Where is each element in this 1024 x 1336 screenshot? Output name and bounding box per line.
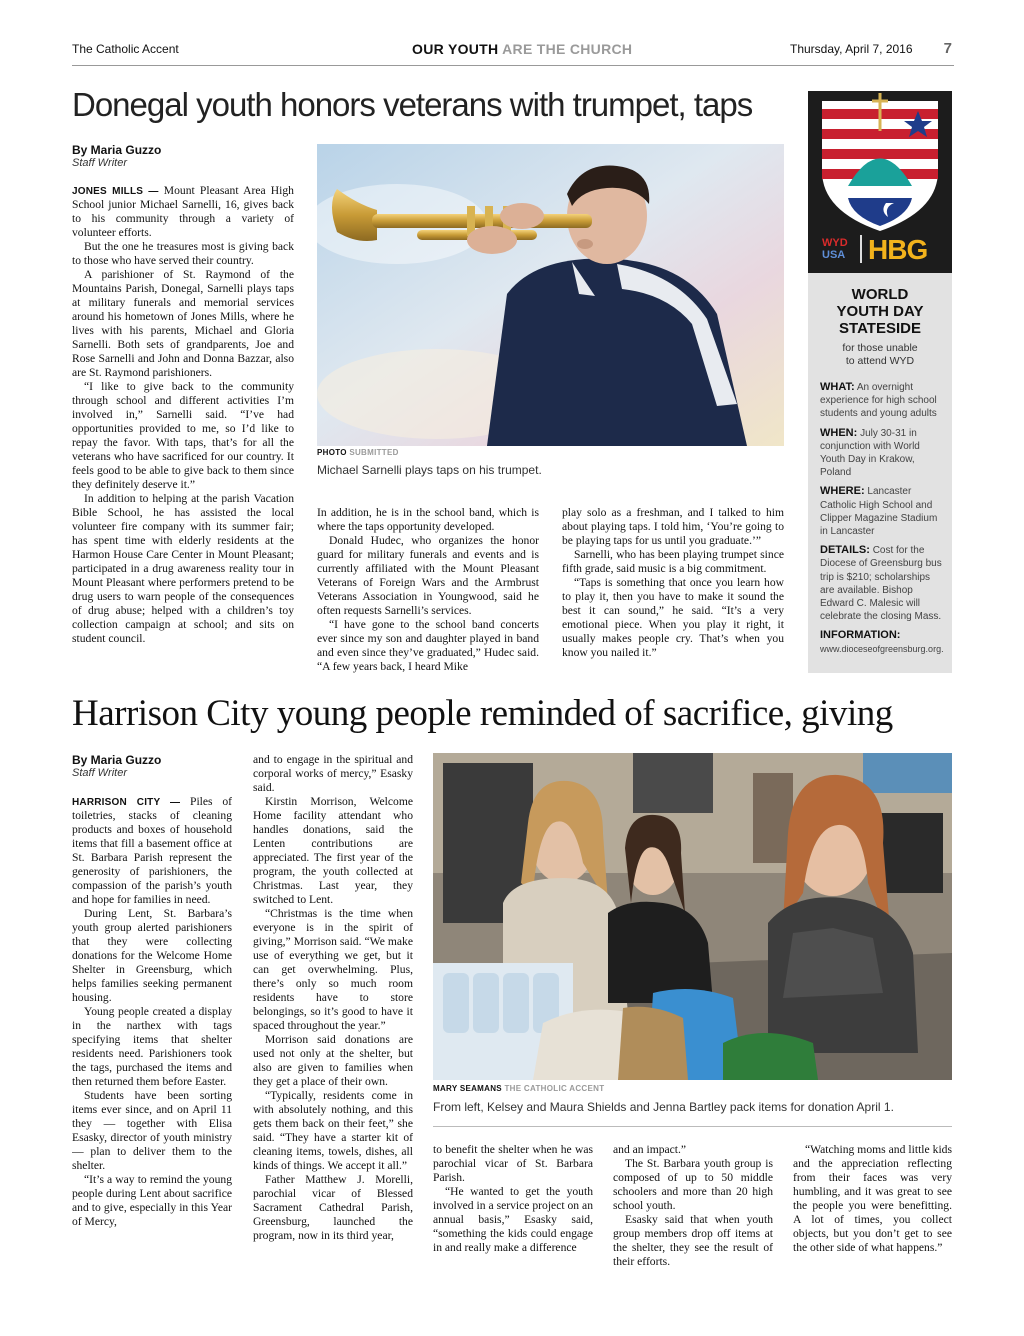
story1-byline: By Maria Guzzo — [72, 143, 162, 157]
article-paragraph: to benefit the shelter when he was parochial vicar of St. Barbara Parish. — [433, 1143, 593, 1184]
sidebar-information — [820, 629, 944, 655]
sidebar-label: WHEN: — [820, 426, 858, 439]
story1-photo-caption: Michael Sarnelli plays taps on his trumpet. — [317, 463, 542, 477]
story2-column-5 — [793, 1143, 952, 1273]
article-paragraph: Kirstin Morrison, Welcome Home facility attendant who handles donations, said the Lenten contributions are appreciated. The first year of the program, the youth collected at Christmas. Last year, they switched to Lent. — [253, 795, 413, 906]
sidebar-what — [820, 381, 944, 421]
publication-name: The Catholic Accent — [72, 42, 179, 56]
article-paragraph: “Typically, residents come in with absolutely nothing, and this gets them back on their feet,” she said. “They have a starter kit of cleaning items, towels, dishes, all kinds of things. We accept it all.” — [253, 1089, 413, 1172]
article-paragraph: “Taps is something that once you learn how to play it, then you have to make it sound the best it can sound,” he said. “It’s a very emotional piece. When you play it right, it usually makes people cry. That’s when you know you nailed it.” — [562, 576, 784, 659]
sidebar-text: Lancaster Catholic High School and Clipper Magazine Stadium in Lancaster — [820, 486, 938, 538]
donation-photo — [433, 753, 952, 1080]
logo-hbg-text: HBG — [868, 234, 928, 265]
donation-photo-image — [433, 753, 952, 1080]
logo-divider — [860, 235, 862, 263]
section-title-grey: ARE THE CHURCH — [502, 41, 633, 57]
article-paragraph: Donald Hudec, who organizes the honor guard for military funerals and events and is currently affiliated with the Mount Pleasant Veterans of Foreign Wars and the Armbrust Veterans Association in Youngwood, said he often requests Sarnelli’s services. — [317, 534, 539, 617]
sidebar-link[interactable]: www.dioceseofgreensburg.org. — [820, 643, 944, 654]
sidebar-when — [820, 427, 944, 480]
sidebar-details — [820, 381, 944, 662]
section-title-bold: OUR YOUTH — [412, 41, 499, 57]
sidebar-subtitle-line: for those unable — [842, 342, 918, 354]
sidebar-title — [808, 286, 952, 337]
sidebar-where — [820, 485, 944, 538]
page-header — [72, 40, 954, 66]
story2-column-4 — [613, 1143, 773, 1273]
story2-column-3 — [433, 1143, 593, 1273]
article-paragraph: Morrison said donations are used not only at the shelter, but also are given to families when they get a place of their own. — [253, 1033, 413, 1088]
story2-photo-credit-bold: MARY SEAMANS — [433, 1084, 502, 1093]
trumpet-photo — [317, 144, 784, 446]
story2-role: Staff Writer — [72, 767, 128, 779]
article-paragraph: “I like to give back to the community through school and different activities I’m involved in,” Sarnelli said. “I’ve had opportunities provided to me, so I’d like to repay the favor. With taps, that’s for all the veterans who have sacrificed for our country. It feels good to be able to give back to them since they definitely deserve it.” — [72, 380, 294, 491]
dateline: JONES MILLS — — [72, 186, 159, 197]
story2-photo-caption: From left, Kelsey and Maura Shields and Jenna Bartley pack items for donation April 1. — [433, 1100, 894, 1114]
sidebar-title-line: WORLD — [851, 286, 909, 303]
logo-wyd-text: WYD — [822, 237, 848, 249]
article-paragraph: “Christmas is the time when everyone is in the spirit of giving,” Morrison said. “We make use of everything we get, but it can get overwhelming. Plus, there’s only so much room residents have to store belongings, so it’s good to have it spaced throughout the year.” — [253, 907, 413, 1032]
story2-photo-credit — [433, 1084, 604, 1093]
article-paragraph: and an impact.” — [613, 1143, 687, 1156]
sidebar-label: WHAT: — [820, 381, 855, 393]
story2-photo-credit-grey: THE CATHOLIC ACCENT — [504, 1084, 605, 1093]
story1-column-2 — [317, 506, 539, 676]
article-paragraph: A parishioner of St. Raymond of the Mountains Parish, Donegal, Sarnelli plays taps at military funerals and memorial services around his hometown of Jones Mills, where he lives with his parents, Michael and Gloria Sarnelli. Both sets of grandparents, Joe and Rose Sarnelli and John and Donna Bazzar, also are St. Raymond parishioners. — [72, 268, 294, 379]
wyd-sidebar — [808, 91, 952, 673]
issue-date: Thursday, April 7, 2016 — [790, 42, 913, 56]
story1-column-1 — [72, 184, 294, 676]
trumpet-photo-image — [317, 144, 784, 446]
logo-usa-text: USA — [822, 249, 846, 261]
article-paragraph: Father Matthew J. Morelli, parochial vicar of Blessed Sacrament Cathedral Parish, Greensburg, launched the program, now in its third year, — [253, 1173, 413, 1242]
story2-headline: Harrison City young people reminded of sacrifice, giving — [72, 693, 893, 734]
article-paragraph: Sarnelli, who has been playing trumpet since fifth grade, said music is a big commitment. — [562, 548, 784, 575]
article-paragraph: play solo as a freshman, and I talked to him about playing taps. I told him, ‘You’re going to be playing taps for us until you graduate.’” — [562, 506, 784, 547]
wyd-hbg-logo — [808, 91, 952, 273]
story1-photo-credit — [317, 448, 399, 457]
sidebar-label: INFORMATION: — [820, 629, 901, 642]
article-paragraph: During Lent, St. Barbara’s youth group alerted parishioners that they were collecting donations for the Welcome Home Shelter in Greensburg, which helps families seeking permanent housing. — [72, 907, 232, 1004]
article-paragraph: “Watching moms and little kids and the appreciation reflecting from their faces was very humbling, and it was great to see the people you were benefitting. A lot of times, you collect objects, but you don’t get to see the other side of what happens.” — [793, 1143, 952, 1254]
wyd-usa-mark — [822, 237, 848, 261]
story1-column-3 — [562, 506, 784, 676]
story1-photo-credit-bold: PHOTO — [317, 448, 347, 457]
story1-role: Staff Writer — [72, 157, 128, 169]
story1-headline: Donegal youth honors veterans with trumpet, taps — [72, 86, 753, 123]
sidebar-details-item — [820, 544, 944, 623]
story2-column-2 — [253, 753, 413, 1273]
article-paragraph: In addition, he is in the school band, which is where the taps opportunity developed. — [317, 506, 539, 533]
sidebar-label: DETAILS: — [820, 544, 870, 557]
page-number: 7 — [943, 40, 952, 57]
sidebar-subtitle-line: to attend WYD — [845, 355, 915, 367]
sidebar-text: July 30-31 in conjunction with World Youth Day in Krakow, Poland — [820, 427, 920, 479]
sidebar-text: Cost for the Diocese of Greensburg bus trip is $210; scholarships are available. Bishop Edward C. Malesic will celebrate the closing Mass. — [820, 545, 942, 623]
caption-divider — [433, 1126, 952, 1127]
sidebar-text: An overnight experience for high school students and young adults — [820, 382, 937, 420]
sidebar-subtitle — [808, 342, 952, 368]
article-paragraph: The St. Barbara youth group is composed of up to 50 middle schoolers and more than 20 high school youth. — [613, 1157, 773, 1212]
sidebar-label: WHERE: — [820, 485, 865, 498]
article-paragraph: HARRISON CITY — Piles of toiletries, stacks of cleaning products and boxes of household items that fill a basement office at St. Barbara Parish represent the generosity of parishioners, the compassion of the parish’s youth and hope for families in need. — [72, 795, 232, 906]
article-paragraph: Esasky said that when youth group members drop off items at the shelter, they see the result of their efforts. — [613, 1213, 773, 1268]
section-title — [412, 41, 632, 57]
article-paragraph: “He wanted to get the youth involved in a service project on an annual basis,” Esasky said, “something the kids could engage in and really make a difference — [433, 1185, 593, 1254]
story2-column-1 — [72, 795, 232, 1273]
article-paragraph: Students have been sorting items ever since, and on April 11 they — together with Elisa Esasky, director of youth ministry — plan to deliver them to the shelter. — [72, 1089, 232, 1172]
article-paragraph: In addition to helping at the parish Vacation Bible School, he has assisted the local volunteer fire company with its summer fair; has spent time with elderly residents at the Harmon House Care Center in Mount Pleasant; participated in a drug awareness reality tour in Mount Pleasant where performers pretend to be drug users to warn people of the consequences of drug abuse; helped with a children’s toy collection campaign at school; and sits on student council. — [72, 492, 294, 645]
article-paragraph: But the one he treasures most is giving back to those who have served their country. — [72, 240, 294, 267]
article-paragraph: “I have gone to the school band concerts ever since my son and daughter played in band and even since they’ve graduated,” Hudec said. “A few years back, I heard Mike — [317, 618, 539, 673]
story1-photo-credit-grey: SUBMITTED — [349, 448, 399, 457]
sidebar-title-line: YOUTH DAY — [836, 303, 924, 320]
story2-byline: By Maria Guzzo — [72, 753, 162, 767]
article-paragraph: Young people created a display in the narthex with tags specifying items that shelter residents need. Parishioners took the tags, purchased the items and then returned them before Easter. — [72, 1005, 232, 1088]
sidebar-title-line: STATESIDE — [839, 320, 921, 337]
article-paragraph: and to engage in the spiritual and corporal works of mercy,” Esasky said. — [253, 753, 413, 794]
article-paragraph: “It’s a way to remind the young people during Lent about sacrifice and to give, especially in this Year of Mercy, — [72, 1173, 232, 1228]
article-paragraph: JONES MILLS — Mount Pleasant Area High School junior Michael Sarnelli, 16, gives back to his community through a variety of volunteer efforts. — [72, 184, 294, 239]
dateline: HARRISON CITY — — [72, 797, 181, 808]
